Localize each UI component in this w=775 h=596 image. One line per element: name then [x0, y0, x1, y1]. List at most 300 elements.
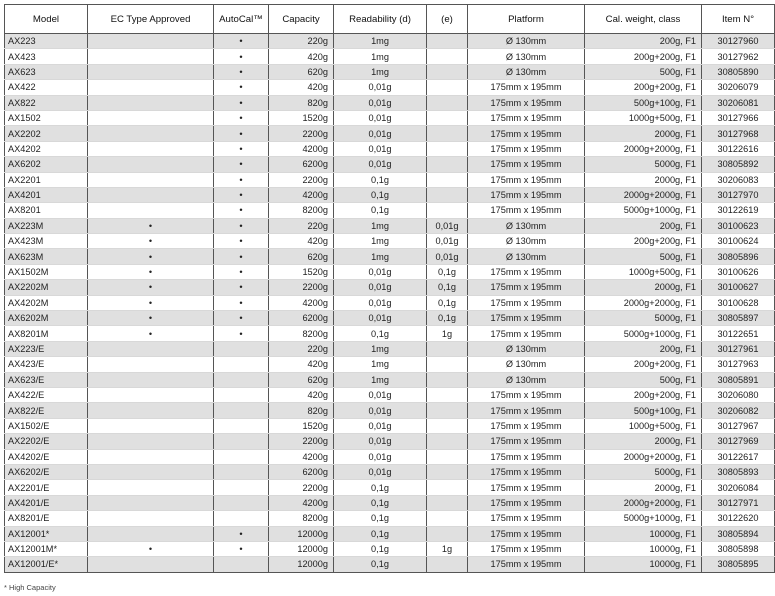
table-row	[5, 34, 775, 49]
cell-readability: 0,1g	[334, 172, 427, 187]
cell-readability: 1mg	[334, 234, 427, 249]
cell-model: AX423M	[5, 234, 88, 249]
cell-cal-weight: 2000g+2000g, F1	[585, 141, 702, 156]
cell-e	[427, 557, 468, 572]
cell-autocal: •	[214, 311, 269, 326]
cell-item-number: 30127963	[702, 357, 775, 372]
cell-autocal	[214, 403, 269, 418]
cell-item-number: 30805898	[702, 541, 775, 556]
table-row	[5, 495, 775, 510]
cell-ec-type-approved	[88, 110, 214, 125]
table-row	[5, 95, 775, 110]
cell-ec-type-approved	[88, 403, 214, 418]
cell-item-number: 30122651	[702, 326, 775, 341]
cell-cal-weight: 500g+100g, F1	[585, 403, 702, 418]
cell-item-number: 30206080	[702, 387, 775, 402]
cell-capacity: 220g	[269, 218, 334, 233]
cell-ec-type-approved	[88, 157, 214, 172]
cell-item-number: 30100624	[702, 234, 775, 249]
cell-cal-weight: 2000g+2000g, F1	[585, 295, 702, 310]
cell-readability: 0,1g	[334, 526, 427, 541]
cell-model: AX623	[5, 64, 88, 79]
cell-autocal: •	[214, 157, 269, 172]
cell-platform: Ø 130mm	[468, 372, 585, 387]
cell-item-number: 30805892	[702, 157, 775, 172]
cell-capacity: 820g	[269, 403, 334, 418]
cell-readability: 0,01g	[334, 387, 427, 402]
cell-item-number: 30206081	[702, 95, 775, 110]
cell-readability: 0,1g	[334, 203, 427, 218]
cell-ec-type-approved	[88, 372, 214, 387]
cell-autocal: •	[214, 95, 269, 110]
cell-e	[427, 387, 468, 402]
cell-autocal	[214, 434, 269, 449]
cell-ec-type-approved	[88, 172, 214, 187]
cell-ec-type-approved	[88, 95, 214, 110]
cell-platform: 175mm x 195mm	[468, 511, 585, 526]
table-row	[5, 295, 775, 310]
cell-capacity: 12000g	[269, 541, 334, 556]
cell-autocal: •	[214, 218, 269, 233]
cell-model: AX6202	[5, 157, 88, 172]
header-cal-weight: Cal. weight, class	[585, 5, 702, 34]
cell-e	[427, 34, 468, 49]
table-row	[5, 218, 775, 233]
cell-readability: 0,1g	[334, 541, 427, 556]
cell-model: AX422	[5, 80, 88, 95]
cell-autocal	[214, 387, 269, 402]
cell-model: AX423/E	[5, 357, 88, 372]
cell-platform: 175mm x 195mm	[468, 187, 585, 202]
cell-ec-type-approved: •	[88, 264, 214, 279]
cell-autocal: •	[214, 326, 269, 341]
cell-ec-type-approved: •	[88, 295, 214, 310]
cell-autocal	[214, 449, 269, 464]
cell-capacity: 220g	[269, 34, 334, 49]
footnote: * High Capacity	[4, 583, 56, 592]
cell-cal-weight: 5000g, F1	[585, 311, 702, 326]
cell-e	[427, 418, 468, 433]
cell-e	[427, 172, 468, 187]
cell-ec-type-approved	[88, 464, 214, 479]
cell-platform: 175mm x 195mm	[468, 557, 585, 572]
cell-cal-weight: 2000g, F1	[585, 280, 702, 295]
cell-model: AX4201	[5, 187, 88, 202]
cell-model: AX6202M	[5, 311, 88, 326]
cell-item-number: 30100628	[702, 295, 775, 310]
cell-e: 1g	[427, 326, 468, 341]
cell-capacity: 4200g	[269, 295, 334, 310]
cell-ec-type-approved	[88, 511, 214, 526]
table-row	[5, 157, 775, 172]
cell-platform: 175mm x 195mm	[468, 387, 585, 402]
table-row	[5, 326, 775, 341]
cell-cal-weight: 2000g, F1	[585, 480, 702, 495]
cell-platform: 175mm x 195mm	[468, 157, 585, 172]
cell-ec-type-approved	[88, 357, 214, 372]
cell-e: 0,01g	[427, 249, 468, 264]
cell-platform: Ø 130mm	[468, 234, 585, 249]
cell-autocal: •	[214, 141, 269, 156]
cell-capacity: 12000g	[269, 557, 334, 572]
cell-autocal: •	[214, 234, 269, 249]
cell-cal-weight: 2000g+2000g, F1	[585, 449, 702, 464]
cell-platform: 175mm x 195mm	[468, 295, 585, 310]
cell-readability: 0,01g	[334, 126, 427, 141]
cell-ec-type-approved	[88, 64, 214, 79]
cell-item-number: 30805891	[702, 372, 775, 387]
cell-capacity: 420g	[269, 357, 334, 372]
cell-autocal: •	[214, 526, 269, 541]
table-row	[5, 341, 775, 356]
cell-capacity: 8200g	[269, 326, 334, 341]
cell-cal-weight: 200g, F1	[585, 341, 702, 356]
cell-cal-weight: 500g, F1	[585, 249, 702, 264]
cell-autocal: •	[214, 172, 269, 187]
cell-capacity: 420g	[269, 80, 334, 95]
cell-platform: 175mm x 195mm	[468, 264, 585, 279]
cell-ec-type-approved	[88, 526, 214, 541]
cell-item-number: 30206079	[702, 80, 775, 95]
cell-readability: 1mg	[334, 64, 427, 79]
cell-readability: 1mg	[334, 249, 427, 264]
cell-autocal	[214, 418, 269, 433]
cell-platform: 175mm x 195mm	[468, 203, 585, 218]
header-model: Model	[5, 5, 88, 34]
cell-autocal: •	[214, 80, 269, 95]
cell-item-number: 30127962	[702, 49, 775, 64]
cell-model: AX1502	[5, 110, 88, 125]
cell-readability: 0,01g	[334, 418, 427, 433]
cell-readability: 0,01g	[334, 110, 427, 125]
cell-autocal	[214, 372, 269, 387]
cell-model: AX12001*	[5, 526, 88, 541]
cell-readability: 0,01g	[334, 449, 427, 464]
cell-cal-weight: 5000g, F1	[585, 157, 702, 172]
cell-readability: 0,1g	[334, 495, 427, 510]
cell-e	[427, 80, 468, 95]
cell-capacity: 12000g	[269, 526, 334, 541]
table-row	[5, 387, 775, 402]
table-row	[5, 418, 775, 433]
cell-capacity: 620g	[269, 64, 334, 79]
cell-item-number: 30805896	[702, 249, 775, 264]
cell-item-number: 30100626	[702, 264, 775, 279]
cell-item-number: 30127967	[702, 418, 775, 433]
cell-capacity: 220g	[269, 341, 334, 356]
cell-platform: 175mm x 195mm	[468, 110, 585, 125]
cell-capacity: 420g	[269, 387, 334, 402]
cell-ec-type-approved	[88, 495, 214, 510]
cell-cal-weight: 5000g+1000g, F1	[585, 511, 702, 526]
table-row	[5, 357, 775, 372]
cell-autocal: •	[214, 264, 269, 279]
cell-e	[427, 110, 468, 125]
cell-capacity: 820g	[269, 95, 334, 110]
cell-platform: 175mm x 195mm	[468, 95, 585, 110]
cell-model: AX4202M	[5, 295, 88, 310]
cell-autocal	[214, 511, 269, 526]
table-row	[5, 557, 775, 572]
cell-e: 0,1g	[427, 264, 468, 279]
cell-readability: 0,1g	[334, 511, 427, 526]
cell-ec-type-approved	[88, 418, 214, 433]
table-row	[5, 203, 775, 218]
cell-e: 0,1g	[427, 311, 468, 326]
cell-readability: 0,01g	[334, 264, 427, 279]
cell-cal-weight: 1000g+500g, F1	[585, 418, 702, 433]
cell-model: AX8201/E	[5, 511, 88, 526]
cell-item-number: 30100627	[702, 280, 775, 295]
table-row	[5, 449, 775, 464]
cell-e	[427, 464, 468, 479]
cell-platform: 175mm x 195mm	[468, 464, 585, 479]
cell-ec-type-approved: •	[88, 326, 214, 341]
cell-capacity: 4200g	[269, 449, 334, 464]
cell-readability: 0,1g	[334, 480, 427, 495]
cell-e	[427, 449, 468, 464]
table-row	[5, 526, 775, 541]
cell-readability: 0,01g	[334, 157, 427, 172]
cell-e	[427, 357, 468, 372]
cell-ec-type-approved: •	[88, 541, 214, 556]
cell-model: AX623/E	[5, 372, 88, 387]
table-row	[5, 249, 775, 264]
cell-ec-type-approved	[88, 187, 214, 202]
cell-model: AX2201/E	[5, 480, 88, 495]
cell-platform: 175mm x 195mm	[468, 449, 585, 464]
table-row	[5, 187, 775, 202]
cell-e	[427, 341, 468, 356]
cell-cal-weight: 1000g+500g, F1	[585, 110, 702, 125]
cell-ec-type-approved	[88, 80, 214, 95]
cell-platform: 175mm x 195mm	[468, 126, 585, 141]
cell-item-number: 30122619	[702, 203, 775, 218]
cell-cal-weight: 10000g, F1	[585, 541, 702, 556]
cell-model: AX6202/E	[5, 464, 88, 479]
cell-autocal	[214, 464, 269, 479]
cell-readability: 0,01g	[334, 141, 427, 156]
table-row	[5, 172, 775, 187]
cell-platform: 175mm x 195mm	[468, 311, 585, 326]
cell-readability: 0,1g	[334, 557, 427, 572]
cell-model: AX12001M*	[5, 541, 88, 556]
cell-capacity: 2200g	[269, 434, 334, 449]
cell-item-number: 30805897	[702, 311, 775, 326]
cell-platform: 175mm x 195mm	[468, 541, 585, 556]
cell-e	[427, 434, 468, 449]
cell-ec-type-approved	[88, 203, 214, 218]
cell-item-number: 30805890	[702, 64, 775, 79]
cell-capacity: 2200g	[269, 280, 334, 295]
cell-capacity: 620g	[269, 372, 334, 387]
cell-autocal	[214, 495, 269, 510]
cell-capacity: 4200g	[269, 141, 334, 156]
cell-e	[427, 187, 468, 202]
cell-item-number: 30206082	[702, 403, 775, 418]
cell-e: 0,1g	[427, 280, 468, 295]
cell-platform: Ø 130mm	[468, 34, 585, 49]
cell-e	[427, 157, 468, 172]
cell-cal-weight: 200g, F1	[585, 34, 702, 49]
cell-autocal: •	[214, 110, 269, 125]
cell-item-number: 30127961	[702, 341, 775, 356]
cell-cal-weight: 500g, F1	[585, 372, 702, 387]
cell-autocal: •	[214, 249, 269, 264]
cell-item-number: 30122616	[702, 141, 775, 156]
balance-spec-table	[4, 4, 775, 573]
table-row	[5, 80, 775, 95]
table-row	[5, 541, 775, 556]
cell-e: 0,01g	[427, 218, 468, 233]
header-autocal: AutoCal™	[214, 5, 269, 34]
table-row	[5, 280, 775, 295]
cell-model: AX822/E	[5, 403, 88, 418]
cell-model: AX12001/E*	[5, 557, 88, 572]
cell-item-number: 30206084	[702, 480, 775, 495]
cell-capacity: 8200g	[269, 511, 334, 526]
cell-e	[427, 480, 468, 495]
cell-item-number: 30127969	[702, 434, 775, 449]
cell-platform: 175mm x 195mm	[468, 480, 585, 495]
cell-model: AX223/E	[5, 341, 88, 356]
cell-platform: 175mm x 195mm	[468, 326, 585, 341]
cell-capacity: 1520g	[269, 418, 334, 433]
cell-readability: 1mg	[334, 218, 427, 233]
cell-cal-weight: 200g+200g, F1	[585, 80, 702, 95]
cell-e	[427, 64, 468, 79]
cell-platform: Ø 130mm	[468, 249, 585, 264]
cell-readability: 0,01g	[334, 295, 427, 310]
cell-readability: 0,01g	[334, 95, 427, 110]
cell-model: AX423	[5, 49, 88, 64]
cell-cal-weight: 5000g+1000g, F1	[585, 203, 702, 218]
cell-ec-type-approved: •	[88, 249, 214, 264]
cell-item-number: 30805894	[702, 526, 775, 541]
spec-table-container	[4, 4, 774, 573]
header-platform: Platform	[468, 5, 585, 34]
cell-autocal: •	[214, 49, 269, 64]
table-row	[5, 511, 775, 526]
cell-ec-type-approved	[88, 34, 214, 49]
cell-item-number: 30127960	[702, 34, 775, 49]
cell-item-number: 30127970	[702, 187, 775, 202]
cell-item-number: 30127966	[702, 110, 775, 125]
cell-platform: 175mm x 195mm	[468, 495, 585, 510]
cell-cal-weight: 200g+200g, F1	[585, 49, 702, 64]
table-row	[5, 311, 775, 326]
cell-ec-type-approved	[88, 480, 214, 495]
cell-ec-type-approved	[88, 341, 214, 356]
table-row	[5, 141, 775, 156]
table-header-row	[5, 5, 775, 34]
cell-readability: 1mg	[334, 357, 427, 372]
cell-e	[427, 403, 468, 418]
cell-e	[427, 495, 468, 510]
cell-platform: 175mm x 195mm	[468, 418, 585, 433]
cell-readability: 0,1g	[334, 187, 427, 202]
cell-readability: 0,01g	[334, 464, 427, 479]
cell-cal-weight: 200g+200g, F1	[585, 234, 702, 249]
cell-ec-type-approved	[88, 557, 214, 572]
cell-autocal: •	[214, 280, 269, 295]
cell-platform: Ø 130mm	[468, 49, 585, 64]
cell-e	[427, 511, 468, 526]
header-readability: Readability (d)	[334, 5, 427, 34]
table-row	[5, 49, 775, 64]
cell-capacity: 2200g	[269, 172, 334, 187]
cell-model: AX2202/E	[5, 434, 88, 449]
cell-e	[427, 203, 468, 218]
cell-capacity: 6200g	[269, 157, 334, 172]
cell-readability: 1mg	[334, 372, 427, 387]
header-item-number: Item N°	[702, 5, 775, 34]
cell-cal-weight: 500g, F1	[585, 64, 702, 79]
cell-capacity: 420g	[269, 49, 334, 64]
cell-cal-weight: 500g+100g, F1	[585, 95, 702, 110]
cell-autocal	[214, 480, 269, 495]
cell-ec-type-approved	[88, 141, 214, 156]
cell-platform: Ø 130mm	[468, 357, 585, 372]
cell-autocal	[214, 357, 269, 372]
cell-cal-weight: 2000g, F1	[585, 172, 702, 187]
cell-capacity: 4200g	[269, 187, 334, 202]
cell-ec-type-approved: •	[88, 234, 214, 249]
cell-platform: 175mm x 195mm	[468, 141, 585, 156]
cell-capacity: 6200g	[269, 464, 334, 479]
cell-capacity: 6200g	[269, 311, 334, 326]
cell-platform: 175mm x 195mm	[468, 434, 585, 449]
cell-item-number: 30122620	[702, 511, 775, 526]
cell-model: AX223	[5, 34, 88, 49]
cell-readability: 0,1g	[334, 326, 427, 341]
cell-model: AX223M	[5, 218, 88, 233]
cell-capacity: 620g	[269, 249, 334, 264]
cell-model: AX422/E	[5, 387, 88, 402]
cell-model: AX623M	[5, 249, 88, 264]
table-row	[5, 403, 775, 418]
cell-e: 1g	[427, 541, 468, 556]
cell-readability: 0,01g	[334, 280, 427, 295]
table-body	[5, 34, 775, 573]
cell-autocal	[214, 341, 269, 356]
cell-ec-type-approved	[88, 126, 214, 141]
cell-capacity: 1520g	[269, 264, 334, 279]
cell-ec-type-approved	[88, 49, 214, 64]
cell-platform: 175mm x 195mm	[468, 526, 585, 541]
cell-model: AX2202M	[5, 280, 88, 295]
cell-platform: 175mm x 195mm	[468, 172, 585, 187]
cell-cal-weight: 200g+200g, F1	[585, 387, 702, 402]
cell-platform: 175mm x 195mm	[468, 403, 585, 418]
cell-ec-type-approved	[88, 434, 214, 449]
cell-capacity: 2200g	[269, 480, 334, 495]
cell-cal-weight: 200g+200g, F1	[585, 357, 702, 372]
cell-capacity: 2200g	[269, 126, 334, 141]
table-row	[5, 464, 775, 479]
cell-e	[427, 526, 468, 541]
cell-capacity: 420g	[269, 234, 334, 249]
cell-readability: 1mg	[334, 49, 427, 64]
header-capacity: Capacity	[269, 5, 334, 34]
cell-model: AX822	[5, 95, 88, 110]
cell-cal-weight: 200g, F1	[585, 218, 702, 233]
cell-ec-type-approved: •	[88, 218, 214, 233]
cell-item-number: 30127971	[702, 495, 775, 510]
cell-e	[427, 141, 468, 156]
table-row	[5, 64, 775, 79]
cell-cal-weight: 5000g, F1	[585, 464, 702, 479]
